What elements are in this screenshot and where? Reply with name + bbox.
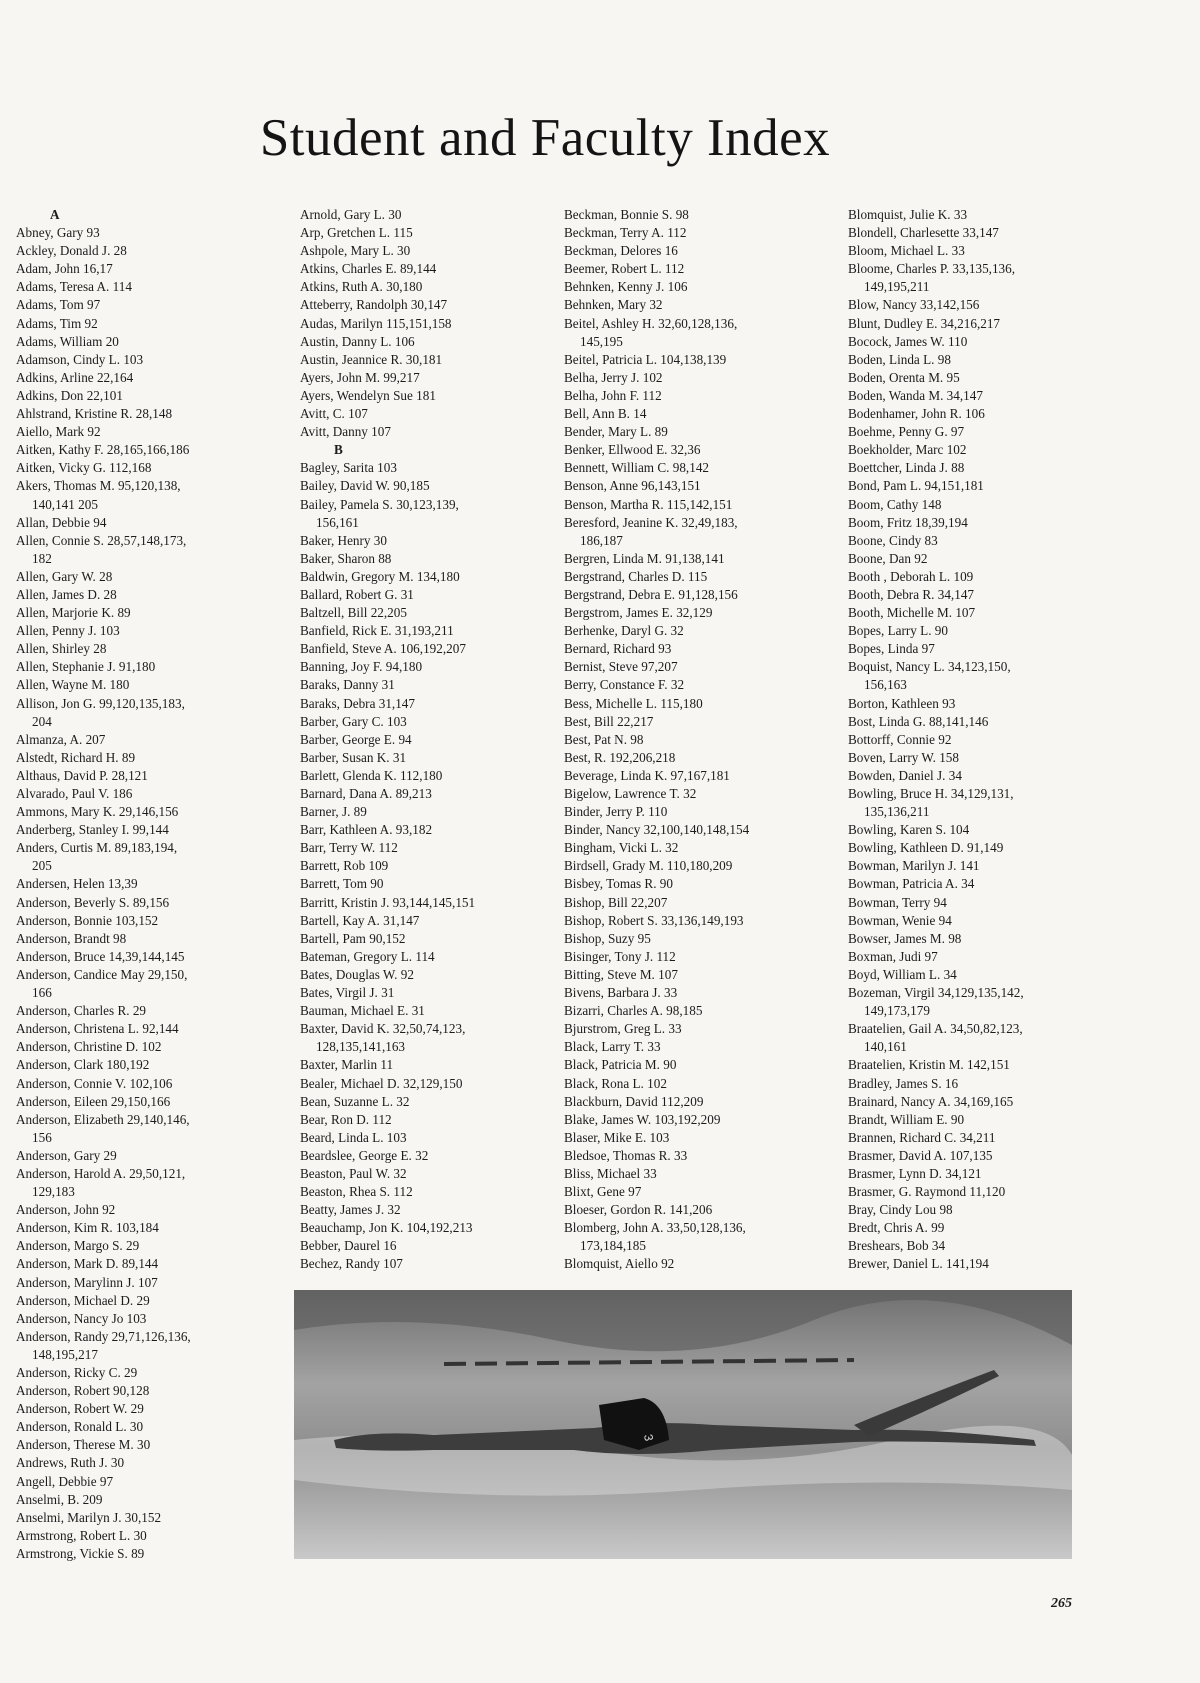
index-entry: Beaston, Paul W. 32 [300, 1165, 407, 1181]
index-entry: Allen, James D. 28 [16, 586, 117, 602]
index-entry: Anderson, Michael D. 29 [16, 1292, 150, 1308]
index-entry: Arp, Gretchen L. 115 [300, 225, 413, 241]
index-entry: Bartell, Pam 90,152 [300, 930, 406, 946]
index-entry: Boone, Dan 92 [848, 550, 928, 566]
index-entry: Anderson, Christena L. 92,144 [16, 1021, 179, 1037]
index-entry: Armstrong, Robert L. 30 [16, 1527, 147, 1543]
index-entry: Beitel, Patricia L. 104,138,139 [564, 351, 727, 367]
index-entry: Barber, George E. 94 [300, 731, 412, 747]
index-entry: Beckman, Bonnie S. 98 [564, 207, 689, 222]
page-number: 265 [1051, 1596, 1072, 1611]
index-entry: Barr, Terry W. 112 [300, 840, 398, 856]
index-entry: Bowser, James M. 98 [848, 930, 962, 946]
index-entry: Anderson, Eileen 29,150,166 [16, 1093, 171, 1109]
index-entry: Behnken, Mary 32 [564, 297, 663, 313]
index-entry: Bisinger, Tony J. 112 [564, 948, 676, 964]
index-entry: Brandt, William E. 90 [848, 1111, 965, 1127]
index-entry: Baraks, Debra 31,147 [300, 695, 415, 711]
index-entry: Bergren, Linda M. 91,138,141 [564, 550, 725, 566]
index-entry: Bagley, Sarita 103 [300, 460, 397, 476]
index-entry: Althaus, David P. 28,121 [16, 767, 148, 783]
index-entry: Anderson, Bruce 14,39,144,145 [16, 948, 185, 964]
index-entry: Anderson, Gary 29 [16, 1147, 117, 1163]
index-entry: Baker, Sharon 88 [300, 550, 392, 566]
index-entry: Anderson, Mark D. 89,144 [16, 1256, 159, 1272]
index-entry: Anderson, Margo S. 29 [16, 1238, 140, 1254]
index-entry: Boden, Linda L. 98 [848, 351, 951, 367]
index-entry: Bernard, Richard 93 [564, 641, 672, 657]
index-entry: Behnken, Kenny J. 106 [564, 279, 688, 295]
index-entry: Barber, Gary C. 103 [300, 713, 407, 729]
index-entry: Bell, Ann B. 14 [564, 406, 647, 422]
index-entry: Allen, Gary W. 28 [16, 568, 113, 584]
index-entry: Armstrong, Vickie S. 89 [16, 1545, 145, 1561]
index-entry: Boven, Larry W. 158 [848, 749, 959, 765]
index-entry: Bottorff, Connie 92 [848, 731, 952, 747]
index-entry: Booth, Debra R. 34,147 [848, 586, 975, 602]
index-entry-continuation: 205 [32, 858, 52, 874]
index-entry: Bernist, Steve 97,207 [564, 659, 678, 675]
index-entry: Beckman, Delores 16 [564, 243, 678, 259]
page-title: Student and Faculty Index [259, 109, 831, 167]
index-entry: Booth, Michelle M. 107 [848, 605, 976, 621]
index-entry: Allen, Stephanie J. 91,180 [16, 659, 156, 675]
index-entry: Adkins, Arline 22,164 [16, 369, 134, 385]
index-entry: Benson, Anne 96,143,151 [564, 478, 701, 494]
index-entry: Adkins, Don 22,101 [16, 387, 123, 403]
index-entry-continuation: 156 [32, 1129, 52, 1145]
index-entry: Black, Larry T. 33 [564, 1039, 661, 1055]
index-entry: Bradley, James S. 16 [848, 1075, 959, 1091]
index-entry: Blomquist, Julie K. 33 [848, 207, 968, 222]
index-entry: Anderson, Therese M. 30 [16, 1437, 151, 1453]
index-entry: Belha, John F. 112 [564, 387, 662, 403]
index-entry: Beckman, Terry A. 112 [564, 225, 687, 241]
index-entry: Blackburn, David 112,209 [564, 1093, 704, 1109]
index-entry: Barlett, Glenda K. 112,180 [300, 767, 443, 783]
index-entry: Anderson, Ronald L. 30 [16, 1419, 144, 1435]
index-entry: Bechez, Randy 107 [300, 1256, 403, 1272]
index-entry: Banfield, Steve A. 106,192,207 [300, 641, 466, 657]
index-entry: Anderson, Robert W. 29 [16, 1401, 144, 1417]
index-entry: Bowden, Daniel J. 34 [848, 767, 962, 783]
index-entry: Brasmer, G. Raymond 11,120 [848, 1184, 1006, 1200]
index-entry: Barnard, Dana A. 89,213 [300, 786, 432, 801]
index-entry: Bocock, James W. 110 [848, 333, 968, 349]
index-entry: Brasmer, Lynn D. 34,121 [848, 1165, 982, 1181]
index-entry: Boom, Cathy 148 [848, 496, 942, 512]
index-entry: Brannen, Richard C. 34,211 [848, 1129, 996, 1145]
index-entry-continuation: 148,195,217 [32, 1346, 98, 1362]
index-entry: Baldwin, Gregory M. 134,180 [300, 568, 460, 584]
index-entry: Bishop, Bill 22,207 [564, 894, 668, 910]
index-entry: Bivens, Barbara J. 33 [564, 985, 678, 1001]
index-entry: Anderson, Brandt 98 [16, 930, 127, 946]
index-entry: Braatelien, Kristin M. 142,151 [848, 1057, 1010, 1073]
index-entry: Bender, Mary L. 89 [564, 424, 668, 440]
index-entry-continuation: 149,173,179 [864, 1003, 930, 1019]
index-entry-continuation: 135,136,211 [864, 804, 930, 820]
index-entry: Andersen, Helen 13,39 [16, 876, 138, 892]
index-entry: Barber, Susan K. 31 [300, 749, 407, 765]
index-entry: Allen, Shirley 28 [16, 641, 107, 657]
index-entry: Adam, John 16,17 [16, 261, 113, 277]
svg-text:3: 3 [641, 1433, 656, 1443]
index-entry: Aiello, Mark 92 [16, 424, 101, 440]
index-entry: Bowman, Patricia A. 34 [848, 876, 975, 892]
index-column-3 [564, 206, 844, 1274]
index-entry: Ammons, Mary K. 29,146,156 [16, 804, 179, 820]
index-entry: Bingham, Vicki L. 32 [564, 840, 679, 856]
index-entry: Bess, Michelle L. 115,180 [564, 695, 703, 711]
index-entry-continuation: 145,195 [580, 333, 623, 349]
index-entry: Black, Patricia M. 90 [564, 1057, 677, 1073]
index-column-2 [300, 206, 555, 1274]
index-entry: Baltzell, Bill 22,205 [300, 605, 407, 621]
index-entry: Bopes, Larry L. 90 [848, 623, 948, 639]
index-entry: Blaser, Mike E. 103 [564, 1129, 670, 1145]
index-entry: Best, Pat N. 98 [564, 731, 644, 747]
index-entry: Anderson, John 92 [16, 1202, 116, 1218]
index-entry: Austin, Jeannice R. 30,181 [300, 351, 443, 367]
index-entry: Anderson, Connie V. 102,106 [16, 1075, 173, 1091]
index-entry: Barrett, Tom 90 [300, 876, 384, 892]
index-entry: Anderson, Candice May 29,150, [16, 966, 188, 982]
index-entry: Beemer, Robert L. 112 [564, 261, 685, 277]
index-entry-continuation: 166 [32, 985, 52, 1001]
index-entry: Anderson, Charles R. 29 [16, 1003, 147, 1019]
index-entry: Brainard, Nancy A. 34,169,165 [848, 1093, 1014, 1109]
index-entry: Borton, Kathleen 93 [848, 695, 956, 711]
index-entry: Barritt, Kristin J. 93,144,145,151 [300, 894, 476, 910]
index-entry: Anderson, Harold A. 29,50,121, [16, 1165, 186, 1181]
index-entry: Bigelow, Lawrence T. 32 [564, 786, 697, 801]
index-entry: Bates, Douglas W. 92 [300, 966, 414, 982]
index-entry-continuation: 186,187 [580, 532, 623, 548]
index-entry: Birdsell, Grady M. 110,180,209 [564, 858, 733, 874]
index-entry: Aitken, Vicky G. 112,168 [16, 460, 152, 476]
index-entry: Bizarri, Charles A. 98,185 [564, 1003, 703, 1019]
index-entry: Bergstrom, James E. 32,129 [564, 605, 713, 621]
index-entry: Boekholder, Marc 102 [848, 442, 967, 458]
index-entry: Boxman, Judi 97 [848, 948, 938, 964]
index-entry: Atkins, Ruth A. 30,180 [300, 279, 423, 295]
index-entry: Boquist, Nancy L. 34,123,150, [848, 659, 1011, 675]
index-entry: Bowman, Marilyn J. 141 [848, 858, 980, 874]
index-entry: Blunt, Dudley E. 34,216,217 [848, 315, 1001, 331]
index-entry-continuation: 129,183 [32, 1184, 75, 1200]
index-column-1 [16, 206, 278, 1563]
index-entry: Bateman, Gregory L. 114 [300, 948, 435, 964]
index-entry: Bozeman, Virgil 34,129,135,142, [848, 985, 1024, 1001]
index-entry: Adams, William 20 [16, 333, 119, 349]
index-entry: Binder, Jerry P. 110 [564, 804, 668, 820]
index-entry: Avitt, C. 107 [300, 406, 368, 422]
index-entry: Ashpole, Mary L. 30 [300, 243, 411, 259]
index-entry: Bennett, William C. 98,142 [564, 460, 710, 476]
index-entry: Bloeser, Gordon R. 141,206 [564, 1202, 713, 1218]
index-entry: Baker, Henry 30 [300, 532, 387, 548]
index-entry: Brewer, Daniel L. 141,194 [848, 1256, 989, 1272]
index-entry: Anderson, Beverly S. 89,156 [16, 894, 170, 910]
index-entry: Anderson, Marylinn J. 107 [16, 1274, 158, 1290]
index-entry: Anderson, Randy 29,71,126,136, [16, 1328, 191, 1344]
index-entry: Banning, Joy F. 94,180 [300, 659, 423, 675]
index-entry: Anderson, Kim R. 103,184 [16, 1220, 159, 1236]
index-entry: Barr, Kathleen A. 93,182 [300, 822, 433, 838]
index-entry: Boden, Orenta M. 95 [848, 369, 960, 385]
index-entry: Ahlstrand, Kristine R. 28,148 [16, 406, 173, 422]
index-entry: Boden, Wanda M. 34,147 [848, 387, 983, 403]
index-entry: Braatelien, Gail A. 34,50,82,123, [848, 1021, 1023, 1037]
index-entry: Best, Bill 22,217 [564, 713, 654, 729]
index-entry: Anselmi, Marilyn J. 30,152 [16, 1509, 162, 1525]
index-entry-continuation: 140,141 205 [32, 496, 98, 512]
index-entry: Boyd, William L. 34 [848, 966, 957, 982]
index-entry: Almanza, A. 207 [16, 731, 106, 747]
index-entry: Anderson, Christine D. 102 [16, 1039, 162, 1055]
index-entry: Allen, Connie S. 28,57,148,173, [16, 532, 187, 548]
index-entry: Boettcher, Linda J. 88 [848, 460, 965, 476]
index-entry-continuation: 140,161 [864, 1039, 907, 1055]
index-entry: Anderberg, Stanley I. 99,144 [16, 822, 169, 838]
index-entry: Bates, Virgil J. 31 [300, 985, 395, 1001]
index-entry: Atkins, Charles E. 89,144 [300, 261, 437, 277]
index-entry: Bledsoe, Thomas R. 33 [564, 1147, 688, 1163]
index-entry: Ballard, Robert G. 31 [300, 586, 414, 602]
index-entry: Audas, Marilyn 115,151,158 [300, 315, 452, 331]
index-entry: Avitt, Danny 107 [300, 424, 391, 440]
index-entry: Allan, Debbie 94 [16, 514, 107, 530]
index-entry: Binder, Nancy 32,100,140,148,154 [564, 822, 750, 838]
index-entry: Bauman, Michael E. 31 [300, 1003, 425, 1019]
index-entry: Bowman, Terry 94 [848, 894, 947, 910]
index-entry: Allen, Marjorie K. 89 [16, 605, 131, 621]
index-entry: Boone, Cindy 83 [848, 532, 938, 548]
index-entry: Alvarado, Paul V. 186 [16, 786, 133, 801]
index-entry: Bond, Pam L. 94,151,181 [848, 478, 984, 494]
section-letter: B [334, 442, 343, 458]
index-entry: Anderson, Nancy Jo 103 [16, 1310, 147, 1326]
index-entry: Bredt, Chris A. 99 [848, 1220, 945, 1236]
index-entry: Ackley, Donald J. 28 [16, 243, 127, 259]
index-entry: Beitel, Ashley H. 32,60,128,136, [564, 315, 738, 331]
index-entry: Bloome, Charles P. 33,135,136, [848, 261, 1016, 277]
index-entry: Beresford, Jeanine K. 32,49,183, [564, 514, 738, 530]
index-entry: Belha, Jerry J. 102 [564, 369, 663, 385]
index-entry: Bray, Cindy Lou 98 [848, 1202, 953, 1218]
index-entry: Atteberry, Randolph 30,147 [300, 297, 448, 313]
index-entry: Ayers, Wendelyn Sue 181 [300, 387, 436, 403]
index-entry: Barrett, Rob 109 [300, 858, 389, 874]
index-entry: Bitting, Steve M. 107 [564, 966, 678, 982]
index-entry: Best, R. 192,206,218 [564, 749, 676, 765]
index-entry-continuation: 149,195,211 [864, 279, 930, 295]
index-entry: Bloom, Michael L. 33 [848, 243, 965, 259]
index-entry: Baxter, Marlin 11 [300, 1057, 394, 1073]
index-entry: Bergstrand, Charles D. 115 [564, 568, 708, 584]
index-entry: Akers, Thomas M. 95,120,138, [16, 478, 181, 494]
index-entry: Bishop, Suzy 95 [564, 930, 651, 946]
index-entry: Beverage, Linda K. 97,167,181 [564, 767, 730, 783]
index-entry-continuation: 128,135,141,163 [316, 1039, 406, 1055]
index-entry: Bodenhamer, John R. 106 [848, 406, 985, 422]
index-entry: Bost, Linda G. 88,141,146 [848, 713, 989, 729]
index-entry: Allen, Penny J. 103 [16, 623, 120, 639]
index-entry: Angell, Debbie 97 [16, 1473, 114, 1489]
index-entry: Bealer, Michael D. 32,129,150 [300, 1075, 463, 1091]
index-entry: Beaston, Rhea S. 112 [300, 1184, 413, 1200]
index-entry: Anselmi, B. 209 [16, 1491, 103, 1507]
index-entry: Bisbey, Tomas R. 90 [564, 876, 673, 892]
index-entry: Boom, Fritz 18,39,194 [848, 514, 968, 530]
index-entry: Bartell, Kay A. 31,147 [300, 912, 420, 928]
index-entry: Beatty, James J. 32 [300, 1202, 401, 1218]
index-entry-continuation: 156,161 [316, 514, 359, 530]
section-letter: A [50, 207, 60, 222]
index-entry: Bowman, Wenie 94 [848, 912, 952, 928]
index-entry: Bowling, Karen S. 104 [848, 822, 970, 838]
index-entry: Beauchamp, Jon K. 104,192,213 [300, 1220, 473, 1236]
index-entry: Blake, James W. 103,192,209 [564, 1111, 721, 1127]
index-entry: Alstedt, Richard H. 89 [16, 749, 136, 765]
index-entry: Bopes, Linda 97 [848, 641, 935, 657]
index-entry: Benson, Martha R. 115,142,151 [564, 496, 733, 512]
index-entry: Ayers, John M. 99,217 [300, 369, 420, 385]
index-entry-continuation: 204 [32, 713, 52, 729]
index-entry: Anderson, Elizabeth 29,140,146, [16, 1111, 190, 1127]
index-entry: Blondell, Charlesette 33,147 [848, 225, 999, 241]
index-entry: Anderson, Ricky C. 29 [16, 1365, 138, 1380]
index-entry: Bishop, Robert S. 33,136,149,193 [564, 912, 744, 928]
index-entry: Anderson, Bonnie 103,152 [16, 912, 159, 928]
index-entry: Andrews, Ruth J. 30 [16, 1455, 125, 1471]
index-entry: Allen, Wayne M. 180 [16, 677, 130, 693]
index-entry: Bean, Suzanne L. 32 [300, 1093, 410, 1109]
index-entry: Arnold, Gary L. 30 [300, 207, 402, 222]
index-entry: Adams, Tim 92 [16, 315, 98, 331]
index-entry: Baxter, David K. 32,50,74,123, [300, 1021, 466, 1037]
index-entry: Breshears, Bob 34 [848, 1238, 946, 1254]
index-entry: Bowling, Bruce H. 34,129,131, [848, 786, 1014, 801]
index-entry: Berhenke, Daryl G. 32 [564, 623, 684, 639]
swimmer-photo [294, 1290, 1072, 1559]
index-entry: Adams, Teresa A. 114 [16, 279, 132, 295]
index-entry: Bowling, Kathleen D. 91,149 [848, 840, 1004, 856]
index-entry: Austin, Danny L. 106 [300, 333, 415, 349]
index-entry: Barner, J. 89 [300, 804, 367, 820]
index-entry: Blow, Nancy 33,142,156 [848, 297, 980, 313]
index-entry: Bailey, Pamela S. 30,123,139, [300, 496, 459, 512]
index-entry: Anderson, Clark 180,192 [16, 1057, 150, 1073]
index-entry: Baraks, Danny 31 [300, 677, 395, 693]
index-entry: Adams, Tom 97 [16, 297, 101, 313]
index-entry: Bliss, Michael 33 [564, 1165, 657, 1181]
index-entry: Banfield, Rick E. 31,193,211 [300, 623, 454, 639]
index-entry: Brasmer, David A. 107,135 [848, 1147, 993, 1163]
index-entry: Adamson, Cindy L. 103 [16, 351, 144, 367]
index-entry: Blomquist, Aiello 92 [564, 1256, 675, 1272]
index-entry: Black, Rona L. 102 [564, 1075, 667, 1091]
index-entry: Blomberg, John A. 33,50,128,136, [564, 1220, 746, 1236]
index-entry: Booth , Deborah L. 109 [848, 568, 974, 584]
index-entry: Abney, Gary 93 [16, 225, 100, 241]
index-entry-continuation: 182 [32, 550, 52, 566]
index-entry: Bebber, Daurel 16 [300, 1238, 397, 1254]
index-entry: Beardslee, George E. 32 [300, 1147, 429, 1163]
index-entry-continuation: 173,184,185 [580, 1238, 646, 1254]
index-entry: Blixt, Gene 97 [564, 1184, 642, 1200]
index-entry: Anders, Curtis M. 89,183,194, [16, 840, 178, 856]
index-entry-continuation: 156,163 [864, 677, 907, 693]
index-column-4 [848, 206, 1148, 1274]
index-entry: Anderson, Robert 90,128 [16, 1383, 150, 1399]
index-entry: Benker, Ellwood E. 32,36 [564, 442, 701, 458]
index-entry: Bear, Ron D. 112 [300, 1111, 392, 1127]
index-entry: Bailey, David W. 90,185 [300, 478, 430, 494]
index-entry: Aitken, Kathy F. 28,165,166,186 [16, 442, 190, 458]
index-entry: Boehme, Penny G. 97 [848, 424, 965, 440]
index-entry: Berry, Constance F. 32 [564, 677, 685, 693]
index-entry: Bjurstrom, Greg L. 33 [564, 1021, 682, 1037]
index-entry: Beard, Linda L. 103 [300, 1129, 407, 1145]
index-entry: Bergstrand, Debra E. 91,128,156 [564, 586, 738, 602]
index-entry: Allison, Jon G. 99,120,135,183, [16, 695, 185, 711]
